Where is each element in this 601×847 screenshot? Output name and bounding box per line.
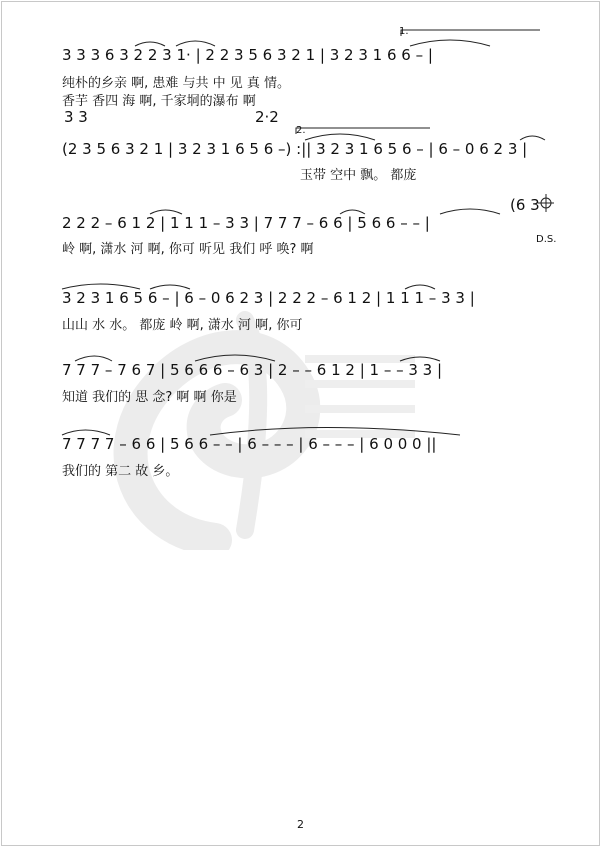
first-ending-label: 1. <box>399 26 409 37</box>
second-ending-label: 2. <box>296 125 306 136</box>
score-row-1-lyric-verse-2: 香芋 香四 海 啊, 千家垌的瀑布 啊 <box>62 94 256 109</box>
score-row-1-alt-notes-right: 2·2 <box>255 108 279 126</box>
score-row-5-notes: 7 7 7 – 7 6 7 | 5 6 6 6 – 6 3 | 2 – – 6 1 2 | 1 – – 3 3 | <box>62 361 443 379</box>
score-row-4-notes: 3 2 3 1 6 5 6 – | 6 – 0 6 2 3 | 2 2 2 – 6 1 2 | 1 1 1 – 3 3 | <box>62 289 475 307</box>
score-row-1-lyric-verse-1: 纯朴的乡亲 啊, 患难 与共 中 见 真 情。 <box>62 76 291 91</box>
ds-mark: D.S. <box>536 234 557 245</box>
treble-clef-watermark <box>95 300 425 550</box>
score-row-2-lyric: 玉带 空中 飘。 都庞 <box>300 168 417 183</box>
coda-notes: (6 3 <box>510 196 540 214</box>
page-number: 2 <box>297 818 304 831</box>
score-row-1-alt-notes-left: 3 3 <box>64 108 88 126</box>
score-row-3-notes: 2 2 2 – 6 1 2 | 1 1 1 – 3 3 | 7 7 7 – 6 6 | 5 6 6 – – | <box>62 214 430 232</box>
score-row-5-lyric: 知道 我们的 思 念? 啊 啊 你是 <box>62 390 237 405</box>
score-row-3-lyric: 岭 啊, 潇水 河 啊, 你可 听见 我们 呼 唤? 啊 <box>62 242 314 257</box>
score-row-6-notes: 7 7 7 7 – 6 6 | 5 6 6 – – | 6 – – – | 6 – – – | 6 0 0 0 || <box>62 435 437 453</box>
score-row-4-lyric: 山山 水 水。 都庞 岭 啊, 潇水 河 啊, 你可 <box>62 318 303 333</box>
score-row-2-notes: (2 3 5 6 3 2 1 | 3 2 3 1 6 5 6 –) :|| 3 2 3 1 6 5 6 – | 6 – 0 6 2 3 | <box>62 140 528 158</box>
score-row-6-lyric: 我们的 第二 故 乡。 <box>62 464 179 479</box>
score-row-1-notes: 3 3 3 6 3 2 2 3 1· | 2 2 3 5 6 3 2 1 | 3 2 3 1 6 6 – | <box>62 46 433 64</box>
